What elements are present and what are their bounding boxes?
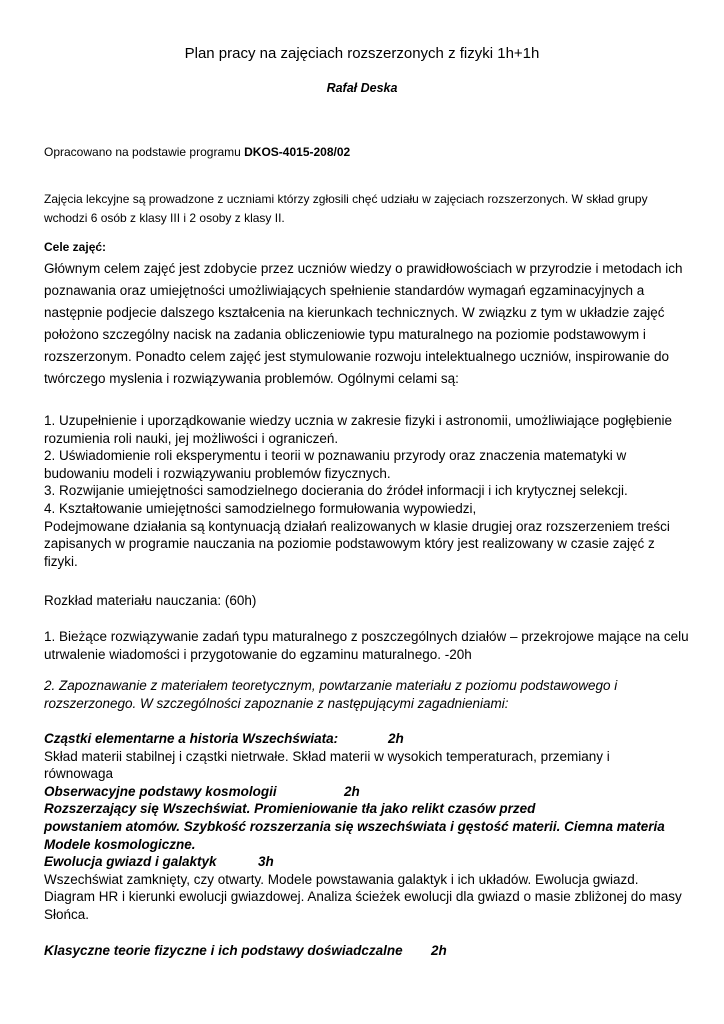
author-name: Rafał Deska [326,81,398,95]
goals-paragraph [44,258,683,390]
topic-desc-line: Skład materii stabilnej i cząstki nietrwałe. Skład materii w wysokich temperaturach, przemiany i [44,748,610,764]
topic-desc-line: Modele kosmologiczne. [44,836,196,852]
goals-line: poznawania oraz umiejętności umożliwiających spełnienie standardów wymagań egzaminacyjnych a [44,283,645,298]
point1-line: utrwalenie wiadomości i przygotowanie do egzaminu maturalnego. -20h [44,646,472,662]
topic-heading [44,783,682,801]
objective-line: zapisanych w programie nauczania na poziomie podstawowym który jest realizowany w czasie zajęć z [44,536,655,552]
objective-line: fizyki. [44,553,78,569]
topic-heading [44,730,682,748]
program-code: DKOS-4015-208/02 [244,145,351,159]
objective-line: 4. Kształtowanie umiejętności samodzielnego formułowania wypowiedzi, [44,500,477,516]
goals-heading: Cele zajęć: [44,240,107,254]
topic-hours: 2h [431,943,447,958]
topic-title: Obserwacyjne podstawy kosmologii [44,783,277,799]
objective-line: rozumienia roli nauki, jej możliwości i ograniczeń. [44,430,339,446]
document-title: Plan pracy na zajęciach rozszerzonych z fizyki 1h+1h [184,45,540,62]
intro-line: wchodzi 6 osób z klasy III i 2 osoby z klasy II. [44,211,285,225]
topic-title: Cząstki elementarne a historia Wszechświata: [44,731,339,746]
goals-line: następnie podjecie dalszego kształcenia na kierunkach technicznych. W związku z tym w układzie zajęć [44,305,665,320]
point2-line: rozszerzonego. W szczególności zapoznanie z następującymi zagadnieniami: [44,695,509,711]
topic-desc-line: Diagram HR i kierunki ewolucji gwiazdowej. Analiza ścieżek ewolucji dla gwiazd o masie zbliżonej do masy [44,889,682,905]
topic-desc-line: powstaniem atomów. Szybkość rozszerzania się wszechświata i gęstość materii. Ciemna materia [44,818,665,834]
point2-line: 2. Zapoznawanie z materiałem teoretycznym, powtarzanie materiału z poziomu podstawowego i [44,678,618,693]
goals-line: twórczego myslenia i rozwiązywania problemów. Ogólnymi celami są: [44,371,459,386]
objective-line: 2. Uświadomienie roli eksperymentu i teorii w poznawaniu przyrody oraz znaczenia matematyki w [44,448,627,464]
objective-line: Podejmowane działania są kontynuacją działań realizowanych w klasie drugiej oraz rozszerzeniem treści [44,518,670,534]
topics-section [44,730,682,924]
objective-line: 1. Uzupełnienie i uporządkowanie wiedzy ucznia w zakresie fizyki i astronomii, umożliwiające pogłębienie [44,413,673,428]
topic-heading-last [44,942,447,960]
objectives-list [44,412,672,570]
schedule-point-1 [44,628,689,663]
objective-line: budowaniu modeli i rozwiązywaniu problemów fizycznych. [44,465,391,481]
topic-hours: 2h [388,731,404,746]
program-basis [44,145,350,159]
topic-title: Klasyczne teorie fizyczne i ich podstawy doświadczalne [44,943,403,958]
goals-line: położono szczególny nacisk na zadania obliczeniowie typu maturalnego na poziomie podstawowym i [44,327,646,342]
topic-desc-line: równowaga [44,766,114,782]
point1-line: 1. Bieżące rozwiązywanie zadań typu maturalnego z poszczególnych działów – przekrojowe mające na celu [44,629,689,644]
schedule-heading: Rozkład materiału nauczania: (60h) [44,593,257,608]
topic-heading [44,853,682,871]
topic-desc-line: Wszechświat zamknięty, czy otwarty. Modele powstawania galaktyk i ich układów. Ewolucja gwiazd. [44,871,639,887]
program-basis-prefix: Opracowano na podstawie programu [44,145,245,159]
goals-line: rozszerzonym. Ponadto celem zajęć jest stymulowanie rozwoju intelektualnego uczniów, inspirowanie do [44,349,670,364]
goals-line: Głównym celem zajęć jest zdobycie przez uczniów wiedzy o prawidłowościach w przyrodzie i metodach ich [44,261,683,276]
topic-desc-line: Rozszerzający się Wszechświat. Promieniowanie tła jako relikt czasów przed [44,801,536,817]
topic-title: Ewolucja gwiazd i galaktyk [44,854,217,870]
objective-line: 3. Rozwijanie umiejętności samodzielnego docierania do źródeł informacji i ich krytycznej selekcji. [44,483,628,499]
schedule-point-2 [44,677,617,712]
intro-line: Zajęcia lekcyjne są prowadzone z uczniami którzy zgłosili chęć udziału w zajęciach rozszerzonych. W skład grupy [44,192,648,206]
topic-desc-line: Słońca. [44,906,90,922]
topic-hours: 3h [258,854,274,870]
topic-hours: 2h [344,783,360,799]
intro-paragraph [44,190,648,228]
